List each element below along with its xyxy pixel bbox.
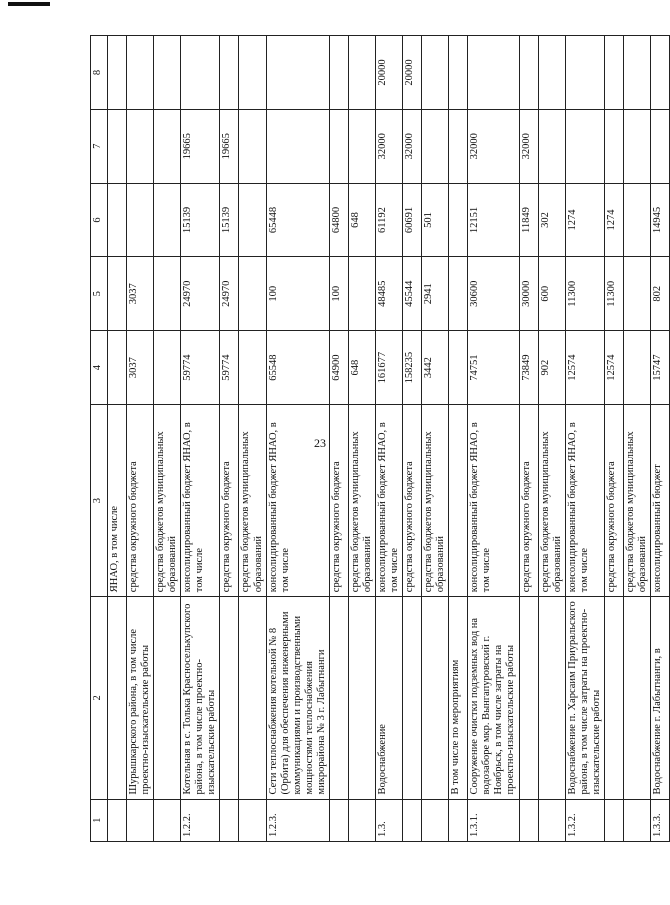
amount-cell xyxy=(220,36,239,110)
table-row xyxy=(565,36,604,842)
funding-source-cell: средства бюджетов муниципальных образований xyxy=(239,404,266,596)
amount-cell xyxy=(154,331,181,405)
column-number-header: 2 xyxy=(91,597,108,799)
amount-cell xyxy=(650,36,669,110)
amount-cell xyxy=(623,183,650,257)
item-code-cell xyxy=(220,799,239,841)
amount-cell: 19665 xyxy=(181,109,220,183)
amount-cell: 648 xyxy=(348,331,375,405)
funding-source-cell xyxy=(449,404,468,596)
amount-cell xyxy=(108,331,127,405)
funding-source-cell: средства окружного бюджета xyxy=(220,404,239,596)
table-row xyxy=(604,36,623,842)
amount-cell: 11300 xyxy=(604,257,623,331)
item-code-cell: 1.3. xyxy=(376,799,403,841)
table-row xyxy=(181,36,220,842)
amount-cell xyxy=(422,36,449,110)
amount-cell: 61192 xyxy=(376,183,403,257)
funding-source-cell: средства бюджетов муниципальных образований xyxy=(348,404,375,596)
item-code-cell xyxy=(449,799,468,841)
amount-cell xyxy=(266,109,329,183)
item-code-cell: 1.3.3. xyxy=(650,799,669,841)
amount-cell: 600 xyxy=(538,257,565,331)
funding-source-cell: средства бюджетов муниципальных образований xyxy=(538,404,565,596)
amount-cell: 3037 xyxy=(127,257,154,331)
amount-cell: 3442 xyxy=(422,331,449,405)
amount-cell xyxy=(348,36,375,110)
amount-cell: 100 xyxy=(266,257,329,331)
table-row xyxy=(376,36,403,842)
amount-cell: 20000 xyxy=(376,36,403,110)
amount-cell xyxy=(623,257,650,331)
amount-cell xyxy=(449,109,468,183)
table-row xyxy=(468,36,519,842)
amount-cell: 14945 xyxy=(650,183,669,257)
page-number: 23 xyxy=(314,436,326,450)
amount-cell: 45544 xyxy=(403,257,422,331)
table-row xyxy=(403,36,422,842)
funding-source-cell: консолидированный бюджет ЯНАО, в том числе xyxy=(376,404,403,596)
amount-cell: 158235 xyxy=(403,331,422,405)
funding-source-cell: средства окружного бюджета xyxy=(329,404,348,596)
item-name-cell xyxy=(348,597,375,799)
amount-cell xyxy=(468,36,519,110)
table-row xyxy=(108,36,127,842)
amount-cell xyxy=(239,331,266,405)
item-code-cell xyxy=(154,799,181,841)
amount-cell: 30600 xyxy=(468,257,519,331)
column-number-header: 5 xyxy=(91,257,108,331)
amount-cell xyxy=(127,36,154,110)
item-code-cell xyxy=(604,799,623,841)
item-name-cell: Водоснабжение г. Лабытнанги, в xyxy=(650,597,669,799)
amount-cell xyxy=(449,331,468,405)
item-name-cell: В том числе по мероприятиям xyxy=(449,597,468,799)
amount-cell: 64800 xyxy=(329,183,348,257)
table-row xyxy=(348,36,375,842)
item-code-cell xyxy=(127,799,154,841)
amount-cell: 15139 xyxy=(181,183,220,257)
amount-cell: 60691 xyxy=(403,183,422,257)
amount-cell xyxy=(181,36,220,110)
funding-source-cell: консолидированный бюджет ЯНАО, в том числе xyxy=(468,404,519,596)
funding-source-cell: средства окружного бюджета xyxy=(604,404,623,596)
amount-cell: 11849 xyxy=(519,183,538,257)
amount-cell xyxy=(449,36,468,110)
item-name-cell: Котельная в с. Толька Красноселькупского района, в том числе проектно-изыскательские работы xyxy=(181,597,220,799)
item-code-cell: 1.3.2. xyxy=(565,799,604,841)
amount-cell: 302 xyxy=(538,183,565,257)
amount-cell: 73849 xyxy=(519,331,538,405)
amount-cell xyxy=(565,109,604,183)
item-name-cell xyxy=(519,597,538,799)
amount-cell: 59774 xyxy=(181,331,220,405)
column-number-header: 3 xyxy=(91,404,108,596)
item-name-cell: Водоснабжение xyxy=(376,597,403,799)
item-name-cell xyxy=(239,597,266,799)
item-code-cell xyxy=(519,799,538,841)
funding-source-cell: консолидированный бюджет ЯНАО, в том числе xyxy=(266,404,329,596)
amount-cell: 32000 xyxy=(519,109,538,183)
amount-cell: 74751 xyxy=(468,331,519,405)
table-row xyxy=(538,36,565,842)
amount-cell: 48485 xyxy=(376,257,403,331)
item-name-cell: Шурышкарского района, в том числе проектно-изыскательские работы xyxy=(127,597,154,799)
item-code-cell xyxy=(108,799,127,841)
column-number-header: 1 xyxy=(91,799,108,841)
funding-source-cell: средства окружного бюджета xyxy=(403,404,422,596)
table-row xyxy=(127,36,154,842)
item-name-cell xyxy=(329,597,348,799)
amount-cell xyxy=(623,331,650,405)
amount-cell xyxy=(519,36,538,110)
item-name-cell xyxy=(623,597,650,799)
item-code-cell: 1.2.3. xyxy=(266,799,329,841)
amount-cell: 32000 xyxy=(376,109,403,183)
budget-table xyxy=(90,35,670,842)
amount-cell xyxy=(266,36,329,110)
amount-cell: 24970 xyxy=(181,257,220,331)
amount-cell: 12574 xyxy=(604,331,623,405)
amount-cell: 1274 xyxy=(565,183,604,257)
amount-cell: 501 xyxy=(422,183,449,257)
amount-cell: 12574 xyxy=(565,331,604,405)
table-row xyxy=(449,36,468,842)
table-row xyxy=(266,36,329,842)
item-name-cell: Сооружение очистки подземных вод на водозаборе мкр. Вынгапуровский г. Ноябрьск, в том числе затраты на проектно-изыскательские работы xyxy=(468,597,519,799)
amount-cell: 648 xyxy=(348,183,375,257)
amount-cell xyxy=(108,109,127,183)
amount-cell: 64900 xyxy=(329,331,348,405)
amount-cell xyxy=(650,109,669,183)
amount-cell xyxy=(348,257,375,331)
amount-cell xyxy=(329,109,348,183)
amount-cell xyxy=(422,109,449,183)
table-row xyxy=(154,36,181,842)
funding-source-cell: ЯНАО, в том числе xyxy=(108,404,127,596)
table-row xyxy=(220,36,239,842)
amount-cell xyxy=(154,109,181,183)
item-name-cell xyxy=(538,597,565,799)
amount-cell: 902 xyxy=(538,331,565,405)
table-header-row xyxy=(91,36,108,842)
amount-cell: 2941 xyxy=(422,257,449,331)
item-name-cell xyxy=(422,597,449,799)
amount-cell xyxy=(154,36,181,110)
table-row xyxy=(650,36,669,842)
amount-cell: 15747 xyxy=(650,331,669,405)
amount-cell xyxy=(604,109,623,183)
amount-cell xyxy=(538,36,565,110)
amount-cell xyxy=(154,183,181,257)
amount-cell xyxy=(127,183,154,257)
table-row xyxy=(623,36,650,842)
item-name-cell: Водоснабжение п. Харсаим Приуральского района, в том числе затраты на проектно-изыскательские работы xyxy=(565,597,604,799)
item-name-cell xyxy=(604,597,623,799)
amount-cell xyxy=(623,109,650,183)
amount-cell: 20000 xyxy=(403,36,422,110)
funding-source-cell: средства окружного бюджета xyxy=(519,404,538,596)
amount-cell xyxy=(108,257,127,331)
amount-cell xyxy=(239,109,266,183)
amount-cell: 65548 xyxy=(266,331,329,405)
item-name-cell: Сети теплоснабжения котельной № 8 (Орбита) для обеспечения инженерными коммуникациями и производственными мощностями теплоснабжения микрорайона № 3 г. Лабытнанги xyxy=(266,597,329,799)
amount-cell xyxy=(329,36,348,110)
amount-cell xyxy=(154,257,181,331)
amount-cell: 15139 xyxy=(220,183,239,257)
amount-cell: 32000 xyxy=(403,109,422,183)
item-code-cell xyxy=(422,799,449,841)
item-code-cell xyxy=(348,799,375,841)
item-name-cell xyxy=(154,597,181,799)
funding-source-cell: средства бюджетов муниципальных образований xyxy=(422,404,449,596)
funding-source-cell: средства окружного бюджета xyxy=(127,404,154,596)
table-row xyxy=(329,36,348,842)
funding-source-cell: средства бюджетов муниципальных образований xyxy=(623,404,650,596)
funding-source-cell: консолидированный бюджет ЯНАО, в том числе xyxy=(181,404,220,596)
amount-cell xyxy=(108,183,127,257)
column-number-header: 6 xyxy=(91,183,108,257)
column-number-header: 8 xyxy=(91,36,108,110)
amount-cell xyxy=(623,36,650,110)
item-code-cell xyxy=(403,799,422,841)
amount-cell: 100 xyxy=(329,257,348,331)
amount-cell: 802 xyxy=(650,257,669,331)
item-code-cell: 1.2.2. xyxy=(181,799,220,841)
item-code-cell: 1.3.1. xyxy=(468,799,519,841)
amount-cell xyxy=(108,36,127,110)
amount-cell: 19665 xyxy=(220,109,239,183)
column-number-header: 4 xyxy=(91,331,108,405)
funding-source-cell: консолидированный бюджет ЯНАО, в том числе xyxy=(565,404,604,596)
item-name-cell xyxy=(403,597,422,799)
funding-source-cell: средства бюджетов муниципальных образований xyxy=(154,404,181,596)
amount-cell: 161677 xyxy=(376,331,403,405)
amount-cell xyxy=(348,109,375,183)
amount-cell: 12151 xyxy=(468,183,519,257)
amount-cell: 59774 xyxy=(220,331,239,405)
item-code-cell xyxy=(623,799,650,841)
amount-cell xyxy=(239,183,266,257)
amount-cell: 11300 xyxy=(565,257,604,331)
amount-cell xyxy=(538,109,565,183)
amount-cell xyxy=(565,36,604,110)
corner-mark xyxy=(8,2,50,6)
item-name-cell xyxy=(220,597,239,799)
table-row xyxy=(422,36,449,842)
item-code-cell xyxy=(239,799,266,841)
funding-source-cell: консолидированный бюджет xyxy=(650,404,669,596)
amount-cell: 32000 xyxy=(468,109,519,183)
amount-cell xyxy=(449,183,468,257)
amount-cell: 3037 xyxy=(127,331,154,405)
amount-cell: 30000 xyxy=(519,257,538,331)
table-row xyxy=(519,36,538,842)
amount-cell xyxy=(604,36,623,110)
amount-cell xyxy=(239,36,266,110)
item-name-cell xyxy=(108,597,127,799)
amount-cell: 1274 xyxy=(604,183,623,257)
amount-cell xyxy=(127,109,154,183)
item-code-cell xyxy=(538,799,565,841)
rotated-table-container xyxy=(90,35,663,842)
amount-cell xyxy=(449,257,468,331)
column-number-header: 7 xyxy=(91,109,108,183)
table-row xyxy=(239,36,266,842)
item-code-cell xyxy=(329,799,348,841)
amount-cell xyxy=(239,257,266,331)
amount-cell: 24970 xyxy=(220,257,239,331)
amount-cell: 65448 xyxy=(266,183,329,257)
